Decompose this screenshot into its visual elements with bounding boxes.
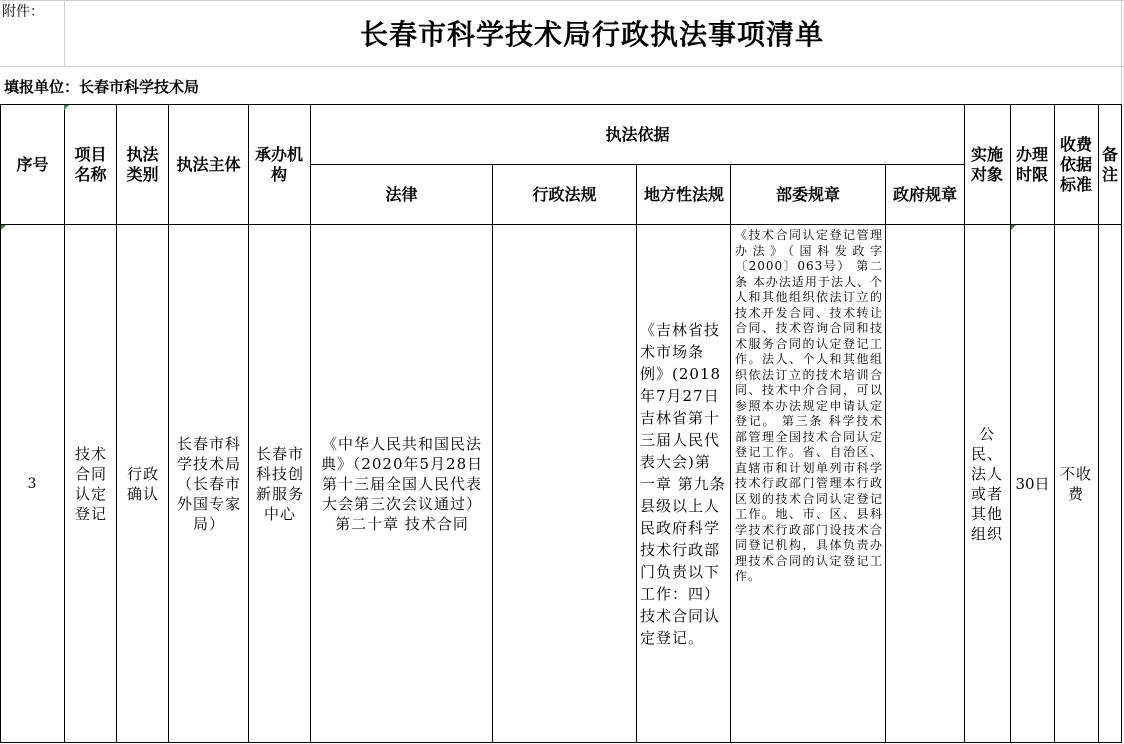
header-ministry-rule: 部委规章: [775, 184, 840, 204]
row-local-regulation: 《吉林省技术市场条例》(2018年7月27日吉林省第十三届人民代表大会)第一章 第九条县级以上人民政府科学技术行政部门负责以下工作：四）技术合同认定登记。: [640, 320, 726, 647]
reporting-unit: 填报单位：长春市科学技术局: [4, 77, 200, 96]
header-time-limit: 办理时限: [1015, 144, 1048, 184]
row-item-name: 技术合同认定登记: [74, 444, 107, 523]
row-remarks: [1099, 225, 1121, 742]
header-category: 执法类别: [126, 144, 159, 184]
row-fee-basis: 不收费: [1059, 464, 1092, 503]
header-subject: 执法主体: [176, 154, 241, 174]
header-item-name: 项目名称: [74, 144, 107, 184]
row-ministry-rule: 《技术合同认定登记管理办法》（国科发政字〔2000〕063号） 第二条 本办法适用于法人、个人和其他组织依法订立的技术开发合同、技术转让合同、技术咨询合同和技术服务合同的认定登记工作。法人、个人和其他组织依法订立的技术培训合同、技术中介合同，可以参照本办法规定申请认定登记。 第三条 科学技术部管理全国技术合同认定登记工作。省、自治区、直辖市和计划单列市科学技术行政部门管理本行政区划的技术合同认定登记工作。地、市、区、县科学技术行政部门设技术合同登记机构，具体负责办理技术合同的认定登记工作。: [735, 228, 883, 583]
header-remarks: 备注: [1101, 144, 1118, 184]
row-time-limit: 30日: [1015, 474, 1050, 493]
page-title: 长春市科学技术局行政执法事项清单: [359, 18, 824, 51]
row-law: 《中华人民共和国民法典》（2020年5月28日第十三届全国人民代表大会第三次会议通过）第二十章 技术合同: [320, 434, 484, 533]
row-gov-rule: [886, 225, 964, 742]
header-admin-regulation: 行政法规: [532, 184, 597, 204]
header-gov-rule: 政府规章: [892, 184, 957, 204]
row-seq: 3: [27, 475, 38, 492]
header-local-regulation: 地方性法规: [643, 184, 724, 204]
header-basis: 执法依据: [605, 124, 670, 144]
row-subject: 长春市科学技术局（长春市外国专家局）: [176, 434, 241, 533]
row-category: 行政确认: [126, 464, 159, 503]
row-target: 公民、法人或者其他组织: [970, 424, 1003, 543]
attachment-label: 附件：: [2, 4, 44, 20]
row-admin-regulation: [493, 225, 636, 742]
header-law: 法律: [385, 184, 418, 204]
header-target: 实施对象: [970, 144, 1003, 184]
header-seq: 序号: [16, 154, 49, 174]
header-fee-basis: 收费依据标准: [1059, 134, 1092, 194]
row-handling-agency: 长春市科技创新服务中心: [255, 444, 304, 523]
header-handling-agency: 承办机构: [254, 144, 303, 184]
